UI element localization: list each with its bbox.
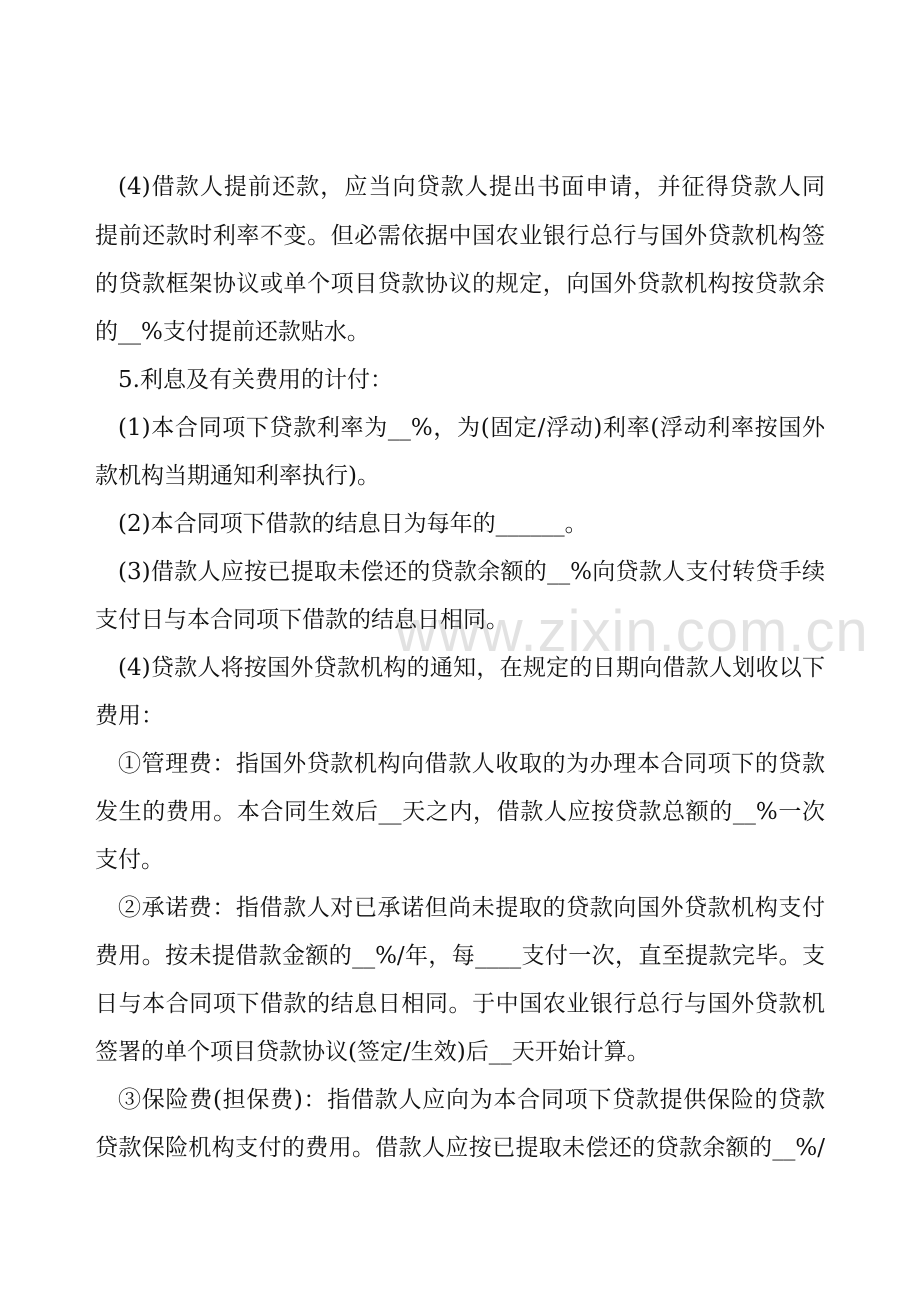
paragraph-line: ②承诺费：指借款人对已承诺但尚未提取的贷款向国外贷款机构支付 xyxy=(118,895,825,921)
paragraph-line: 的贷款框架协议或单个项目贷款协议的规定，向国外贷款机构按贷款余 xyxy=(95,271,825,297)
section-heading: 5.利息及有关费用的计付： xyxy=(118,367,393,393)
paragraph-line: (3)借款人应按已提取未偿还的贷款余额的__%向贷款人支付转贷手续 xyxy=(118,559,825,585)
paragraph-line: (2)本合同项下借款的结息日为每年的______。 xyxy=(118,511,588,537)
paragraph-line: 发生的费用。本合同生效后__天之内，借款人应按贷款总额的__%一次 xyxy=(95,799,825,825)
paragraph-line: 日与本合同项下借款的结息日相同。于中国农业银行总行与国外贷款机 xyxy=(95,991,825,1017)
paragraph-line: 的__%支付提前还款贴水。 xyxy=(95,319,370,345)
paragraph-line: 支付日与本合同项下借款的结息日相同。 xyxy=(95,607,509,633)
paragraph-line: 签署的单个项目贷款协议(签定/生效)后__天开始计算。 xyxy=(95,1039,650,1065)
paragraph-line: 费用。按未提借款金额的__%/年，每____支付一次，直至提款完毕。支 xyxy=(95,943,825,969)
paragraph-line: ③保险费(担保费)：指借款人应向为本合同项下贷款提供保险的贷款 xyxy=(118,1087,825,1113)
paragraph-line: (4)借款人提前还款，应当向贷款人提出书面申请，并征得贷款人同 xyxy=(118,174,825,200)
paragraph-line: 费用： xyxy=(95,703,164,729)
watermark: www.zixin.com.cn xyxy=(395,599,869,664)
paragraph-line: (4)贷款人将按国外贷款机构的通知，在规定的日期向借款人划收以下 xyxy=(118,655,825,681)
paragraph-line: 支付。 xyxy=(95,847,164,873)
paragraph-line: 贷款保险机构支付的费用。借款人应按已提取未偿还的贷款余额的__%/ xyxy=(95,1135,825,1161)
paragraph-line: ①管理费：指国外贷款机构向借款人收取的为办理本合同项下的贷款 xyxy=(118,751,825,777)
paragraph-line: 提前还款时利率不变。但必需依据中国农业银行总行与国外贷款机构签 xyxy=(95,223,825,249)
paragraph-line: 款机构当期通知利率执行)。 xyxy=(95,463,380,489)
paragraph-line: (1)本合同项下贷款利率为__%，为(固定/浮动)利率(浮动利率按国外 xyxy=(118,415,825,441)
